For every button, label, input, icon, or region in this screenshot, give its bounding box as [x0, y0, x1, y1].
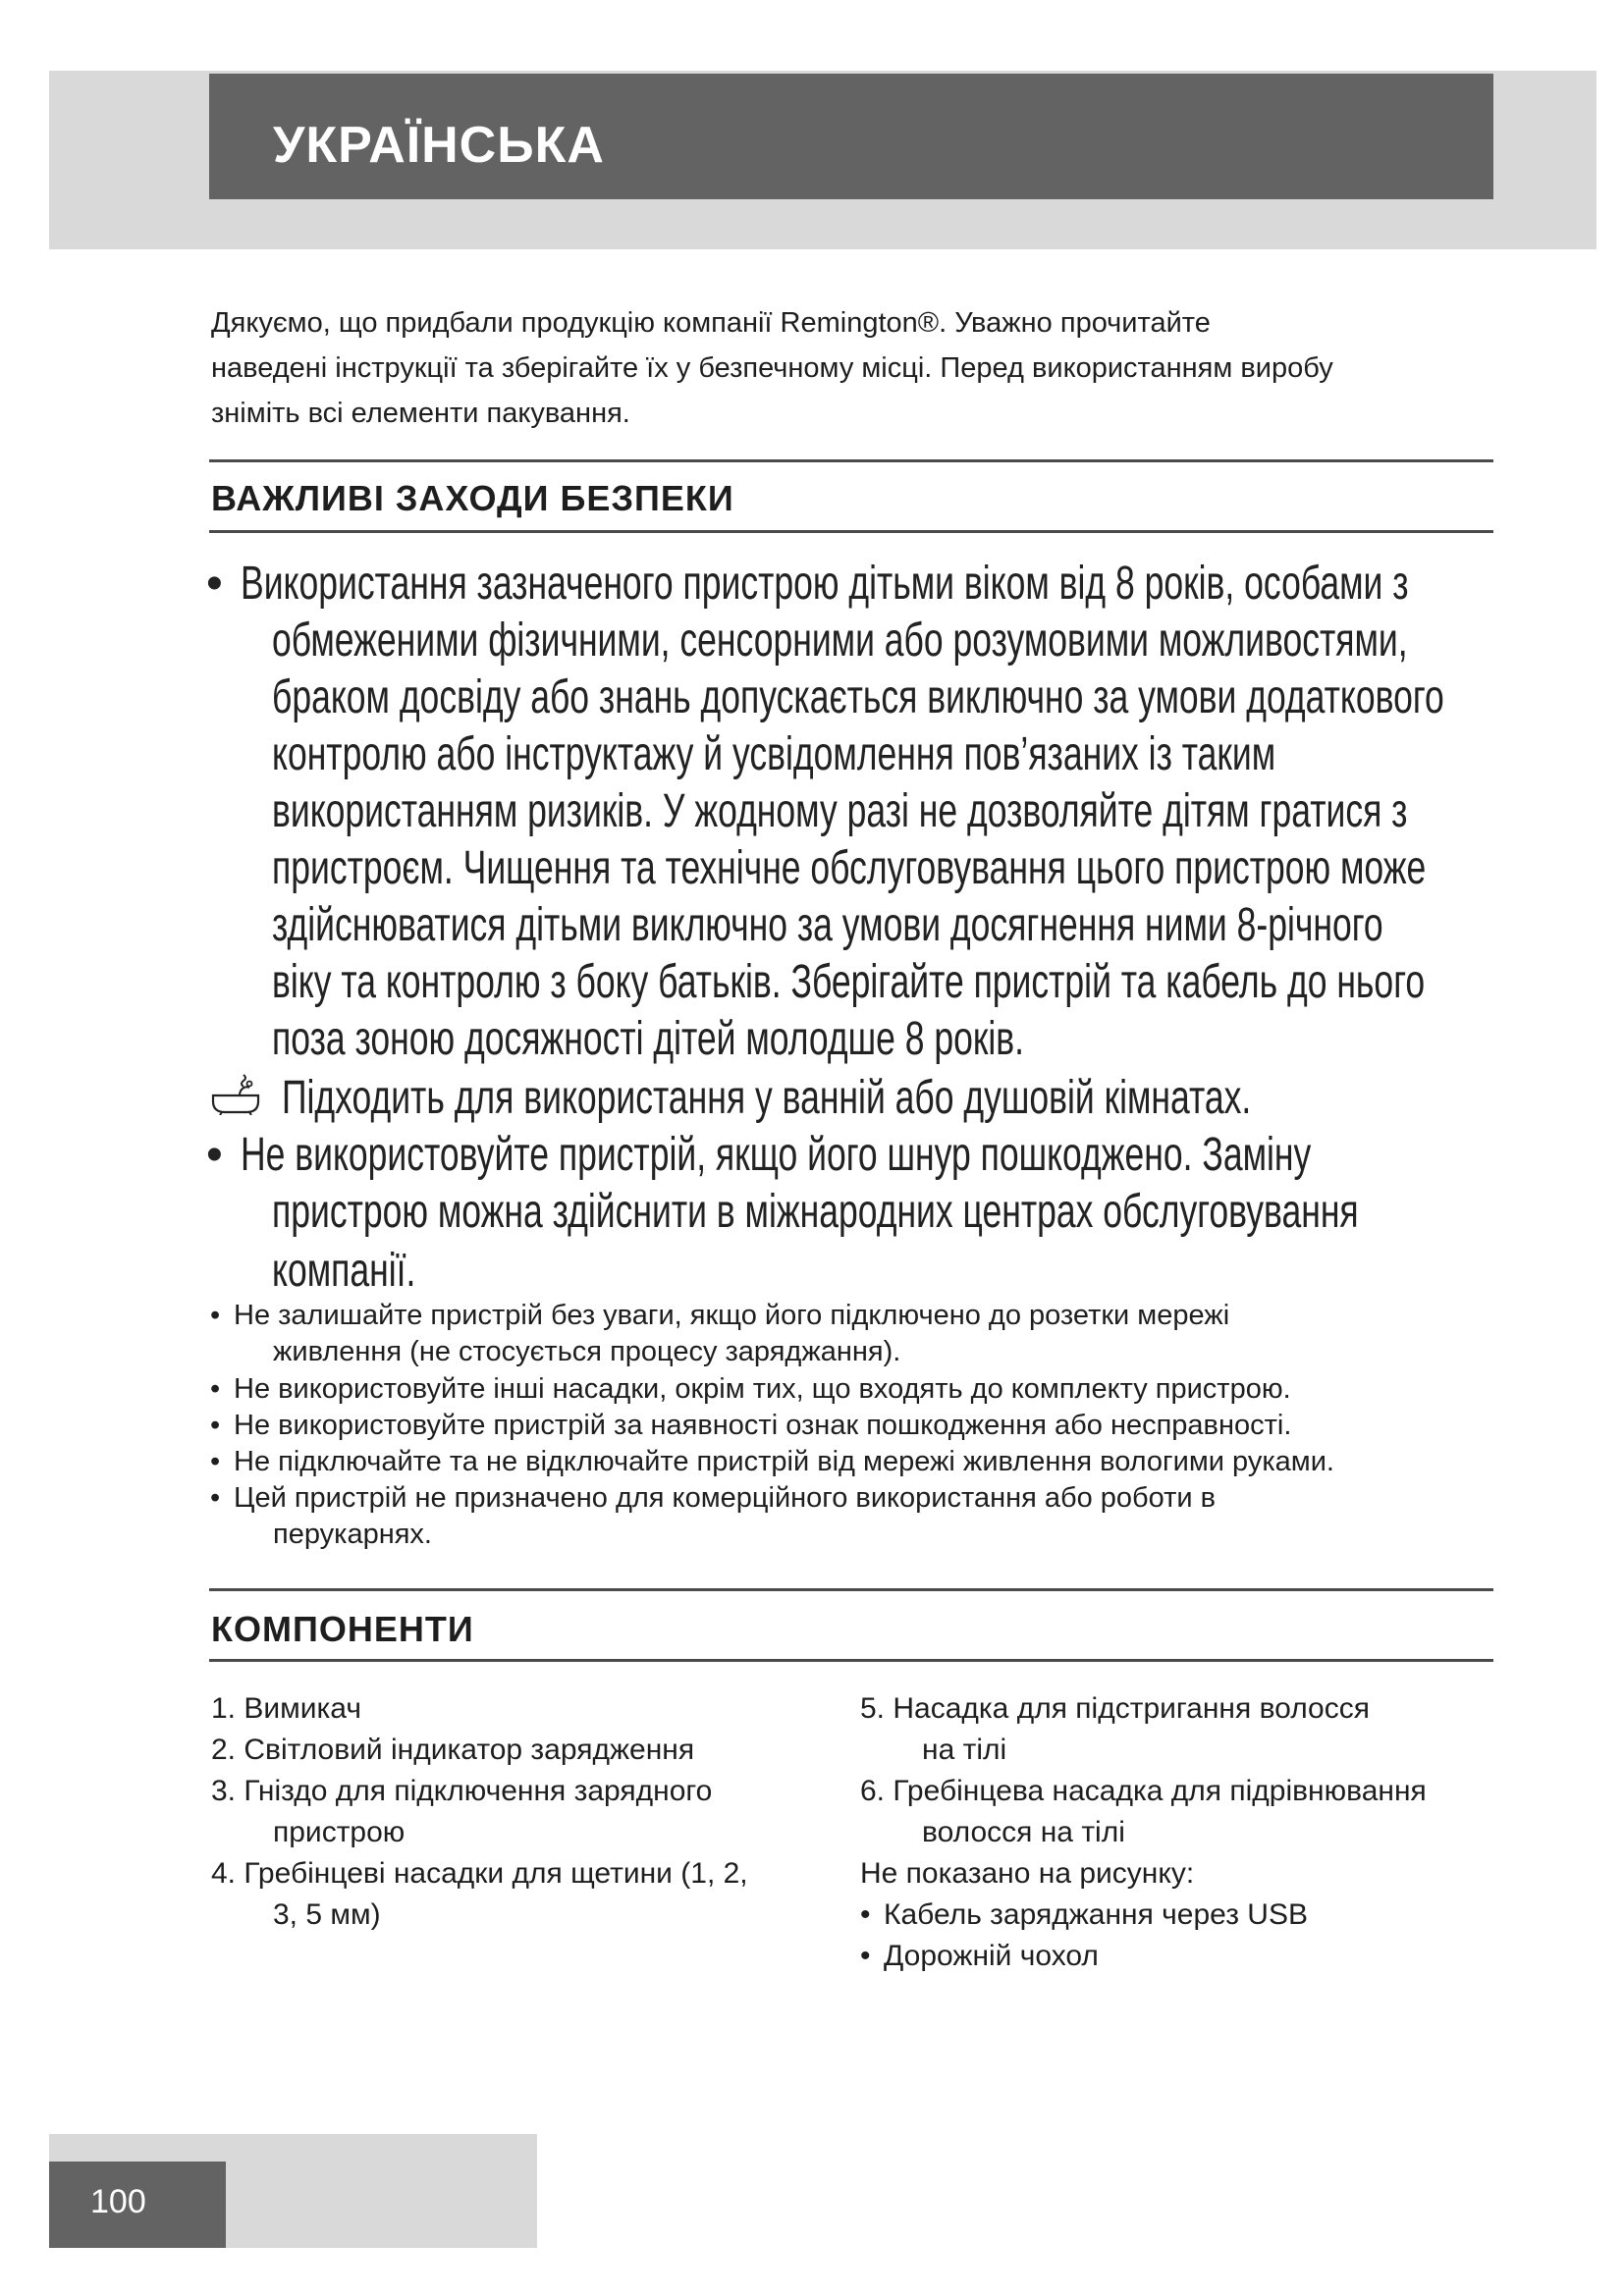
children-warning-line: контролю або інструктажу й усвідомлення пов’язаних із таким	[272, 728, 1276, 780]
page-title: УКРАЇНСЬКА	[273, 117, 605, 174]
children-warning-line: браком досвіду або знань допускається виключно за умови додаткового	[272, 671, 1444, 723]
not-shown-item: Кабель заряджання через USB	[884, 1898, 1308, 1931]
bath-icon	[210, 1072, 261, 1115]
bullet: •	[206, 558, 223, 610]
not-shown-label: Не показано на рисунку:	[860, 1857, 1195, 1890]
bathroom-note: Підходить для використання у ванній або душовій кімнатах.	[282, 1072, 1252, 1124]
component-item-continued: пристрою	[273, 1816, 406, 1848]
bullet: •	[210, 1482, 221, 1514]
small-warning-line: Не використовуйте пристрій за наявності ознак пошкодження або несправності.	[234, 1410, 1292, 1441]
component-item: 3. Гніздо для підключення зарядного	[211, 1775, 713, 1807]
component-item: 4. Гребінцеві насадки для щетини (1, 2,	[211, 1857, 748, 1890]
small-warning-line: Не використовуйте інші насадки, окрім тих, що входять до комплекту пристрою.	[234, 1373, 1291, 1405]
section-rule	[209, 530, 1493, 533]
section-rule	[209, 1659, 1493, 1662]
component-item-continued: 3, 5 мм)	[273, 1898, 381, 1931]
children-warning-line: поза зоною досяжності дітей молодше 8 років.	[272, 1013, 1025, 1065]
component-item-continued: волосся на тілі	[922, 1816, 1125, 1848]
cord-warning-line: Не використовуйте пристрій, якщо його шнур пошкоджено. Заміну	[241, 1129, 1312, 1181]
bullet: •	[210, 1410, 221, 1441]
component-item: 5. Насадка для підстригання волосся	[860, 1692, 1370, 1725]
component-item: 2. Світловий індикатор зарядження	[211, 1734, 695, 1766]
small-warning-line: Не підключайте та не відключайте пристрій від мережі живлення вологими руками.	[234, 1446, 1334, 1477]
children-warning-line: віку та контролю з боку батьків. Зберігайте пристрій та кабель до нього	[272, 956, 1426, 1008]
page-number: 100	[90, 2183, 146, 2220]
small-warning-line: перукарнях.	[273, 1519, 432, 1550]
small-warning-line: живлення (не стосується процесу заряджання).	[273, 1336, 901, 1367]
children-warning-line: пристроєм. Чищення та технічне обслуговування цього пристрою може	[272, 842, 1427, 894]
intro-line: Дякуємо, що придбали продукцію компанії Remington®. Уважно прочитайте	[211, 307, 1211, 339]
safety-heading: ВАЖЛИВІ ЗАХОДИ БЕЗПЕКИ	[211, 478, 734, 518]
children-warning-line: Використання зазначеного пристрою дітьми віком від 8 років, особами з	[241, 558, 1409, 610]
section-rule	[209, 459, 1493, 462]
bullet: •	[860, 1898, 871, 1931]
section-rule	[209, 1588, 1493, 1591]
component-item: 1. Вимикач	[211, 1692, 361, 1725]
not-shown-item: Дорожній чохол	[884, 1940, 1099, 1972]
intro-line: зніміть всі елементи пакування.	[211, 398, 630, 429]
children-warning-line: обмеженими фізичними, сенсорними або розумовими можливостями,	[272, 614, 1408, 667]
components-heading: КОМПОНЕНТИ	[211, 1609, 474, 1649]
bullet: •	[210, 1300, 221, 1331]
bullet: •	[210, 1446, 221, 1477]
bullet: •	[860, 1940, 871, 1972]
children-warning-line: здійснюватися дітьми виключно за умови досягнення ними 8-річного	[272, 899, 1383, 951]
intro-line: наведені інструкції та зберігайте їх у безпечному місці. Перед використанням виробу	[211, 352, 1333, 384]
component-item: 6. Гребінцева насадка для підрівнювання	[860, 1775, 1427, 1807]
cord-warning-line: компанії.	[272, 1245, 416, 1297]
small-warning-line: Цей пристрій не призначено для комерційного використання або роботи в	[234, 1482, 1217, 1514]
component-item-continued: на тілі	[922, 1734, 1007, 1766]
cord-warning-line: пристрою можна здійснити в міжнародних центрах обслуговування	[272, 1186, 1359, 1238]
small-warning-line: Не залишайте пристрій без уваги, якщо його підключено до розетки мережі	[234, 1300, 1230, 1331]
bullet: •	[206, 1129, 223, 1181]
bullet: •	[210, 1373, 221, 1405]
intro-paragraph	[211, 300, 1488, 436]
children-warning-line: використанням ризиків. У жодному разі не дозволяйте дітям гратися з	[272, 785, 1408, 837]
